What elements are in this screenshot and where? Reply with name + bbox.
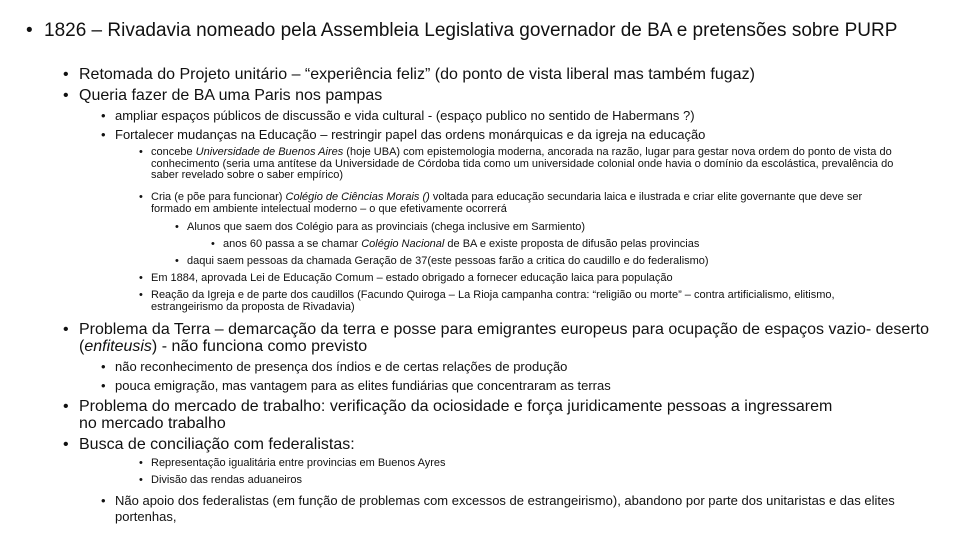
bullet-educacao: • Fortalecer mudanças na Educação – restringir papel das ordens monárquicas e da igreja na educação [115,127,935,143]
bullet-rivadavia: • 1826 – Rivadavia nomeado pela Assembleia Legislativa governador de BA e pretensões sobre PURP [44,21,924,41]
bullet-problema-terra: • Problema da Terra – demarcação da terra e posse para emigrantes europeus para ocupação de espaços vazio- deserto (enfiteusis) - não funciona como previsto [79,321,939,355]
bullet-nao-apoio: • Não apoio dos federalistas (em função de problemas com excessos de estrangeirismo), abandono por parte dos unitaristas e das elites portenhas, [115,493,905,525]
enfiteusis-term: enfiteusis [84,338,152,355]
bullet-paris-pampas: • Queria fazer de BA uma Paris nos pampas [79,87,939,104]
bullet-divisao-rendas: • Divisão das rendas aduaneiros [151,475,906,487]
bullet-colegio-ciencias-morais: • Cria (e põe para funcionar) Colégio de Ciências Morais () voltada para educação secundaria laica e ilustrada e criar elite governante que deve ser formado em ambiente intelectual moderno – o que efetivamente ocorrerá [151,192,891,215]
bullet-colegio-nacional: • anos 60 passa a se chamar Colégio Nacional de BA e existe proposta de difusão pelas provincias [223,239,883,251]
bullet-espacos-publicos: • ampliar espaços públicos de discussão e vida cultural - (espaço publico no sentido de Habermans ?) [115,108,935,124]
colegio-nacional-name: Colégio Nacional [361,238,445,250]
bullet-busca-conciliacao: • Busca de conciliação com federalistas: [79,436,939,453]
uba-name: Universidade de Buenos Aires [195,146,344,158]
bullet-mercado-trabalho: • Problema do mercado de trabalho: verificação da ociosidade e força juridicamente pessoas a ingressarem no mercado trabalho [79,398,839,432]
bullet-uba: • concebe Universidade de Buenos Aires (hoje UBA) com epistemologia moderna, ancorada na razão, lugar para gestar nova ordem do ponto de vista do conhecimento (seria uma antítese da Universidade de Córdoba tida como um universidade colonial onde havia o domínio da escolástica, prevalência do saber revelado sobre o saber empírico) [151,147,906,182]
bullet-projeto-unitario: • Retomada do Projeto unitário – “experiência feliz” (do ponto de vista liberal mas também fugaz) [79,66,939,83]
bullet-alunos: • Alunos que saem dos Colégio para as provinciais (chega inclusive em Sarmiento) [187,222,887,234]
bullet-representacao: • Representação igualitária entre provincias em Buenos Ayres [151,458,906,470]
bullet-lei-1884: • Em 1884, aprovada Lei de Educação Comum – estado obrigado a fornecer educação laica para população [151,273,906,285]
bullet-reconhecimento-indios: • não reconhecimento de presença dos índios e de certas relações de produção [115,359,935,375]
bullet-reacao-igreja: • Reação da Igreja e de parte dos caudillos (Facundo Quiroga – La Rioja campanha contra: “religião ou morte” – contra artificialismo, elitismo, estrangeirismo da proposta de Rivadavia) [151,290,886,313]
bullet-pouca-emigracao: • pouca emigração, mas vantagem para as elites fundiárias que concentraram as terras [115,378,935,394]
bullet-geracao-37: • daqui saem pessoas da chamada Geração de 37(este pessoas farão a critica do caudillo e do federalismo) [187,256,907,268]
colegio-ciencias-morais-name: Colégio de Ciências Morais () [285,191,430,203]
